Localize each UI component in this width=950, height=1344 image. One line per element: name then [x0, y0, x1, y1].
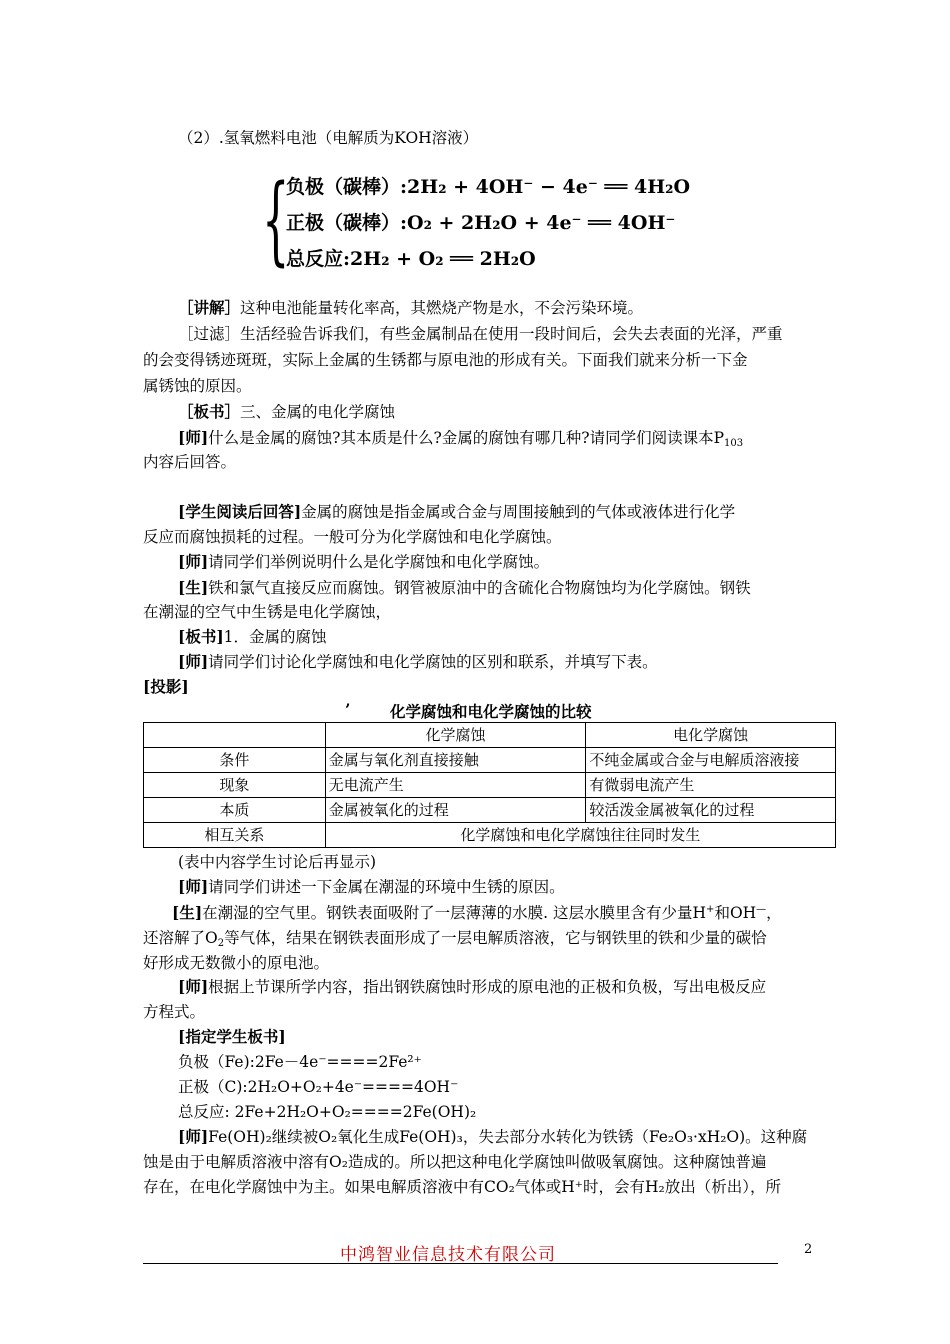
paragraph-student2-line2 [143, 928, 767, 948]
text-teacher1-1: 什么是金属的腐蚀?其本质是什么?金属的腐蚀有哪几种?请同学们阅读课本P [208, 429, 725, 447]
tag-board3: [指定学生板书] [178, 1027, 286, 1046]
fuel-cell-equations [262, 164, 702, 276]
text-student2-2b: 等气体，结果在钢铁表面形成了一层电解质溶液，它与钢铁里的铁和少量的碳恰 [224, 929, 767, 947]
table-title: 化学腐蚀和电化学腐蚀的比较 [390, 702, 592, 721]
paragraph-teacher6-line1 [178, 1127, 807, 1147]
tag-teacher2: [师] [178, 552, 209, 571]
paragraph-board3 [178, 1027, 286, 1047]
table-cell: 化学腐蚀和电化学腐蚀往往同时发生 [325, 823, 835, 848]
paragraph-teacher3 [178, 652, 658, 672]
table-header-row [144, 723, 836, 748]
paragraph-student2-line1 [172, 903, 782, 923]
text-student2-2a: 还溶解了O [143, 929, 218, 947]
footer-company-name: 中鸿智业信息技术有限公司 [340, 1245, 556, 1265]
sub-o2: 2 [217, 938, 225, 949]
tag-board1: ［板书］ [178, 402, 241, 421]
paragraph-teacher1-line1 [178, 428, 743, 448]
table-cell: 金属与氧化剂直接接触 [325, 748, 586, 773]
tag-student2: [生] [172, 903, 203, 922]
paragraph-explain [178, 298, 643, 318]
table-cell: 有微弱电流产生 [586, 773, 836, 798]
tag-teacher3: [师] [178, 652, 209, 671]
paragraph-teacher6-line3: 存在，在电化学腐蚀中为主。如果电解质溶液中有CO₂气体或H⁺时，会有H₂放出（析出），所 [143, 1178, 781, 1196]
paragraph-teacher2 [178, 552, 549, 572]
table-note: (表中内容学生讨论后再显示) [178, 853, 377, 871]
paragraph-teacher1-line2: 内容后回答。 [143, 453, 237, 471]
equation-negative-fe: 负极（Fe):2Fe－4e⁻====2Fe²⁺ [178, 1053, 422, 1071]
text-explain: 这种电池能量转化率高，其燃烧产物是水，不会污染环境。 [240, 299, 644, 317]
eq-total-body: 2H₂ + O₂ ══ 2H₂O [350, 248, 536, 270]
paragraph-teacher5-line2: 方程式。 [143, 1003, 206, 1021]
table-cell: 本质 [144, 798, 326, 823]
tag-projection: [投影] [143, 677, 189, 696]
paragraph-transition-line1 [178, 324, 783, 344]
paragraph-student1-line1 [178, 578, 751, 598]
total-reaction-equation [286, 246, 536, 272]
paragraph-teacher4 [178, 877, 565, 897]
text-transition-1: 生活经验告诉我们，有些金属制品在使用一段时间后，会失去表面的光泽，严重 [240, 325, 783, 343]
page-number: 2 [804, 1242, 813, 1257]
eq-pos-prefix: 正极（碳棒）: [286, 212, 408, 234]
brace-symbol: { [262, 164, 290, 276]
table-cell: 条件 [144, 748, 326, 773]
table-mark: ’ [345, 700, 351, 719]
eq-neg-body: 2H₂ + 4OH⁻ − 4e⁻ ══ 4H₂O [407, 176, 691, 198]
tag-student1: [生] [178, 578, 209, 597]
footer-divider [143, 1263, 778, 1264]
table-cell: 较活泼金属被氧化的过程 [586, 798, 836, 823]
paragraph-teacher5-line1 [178, 977, 766, 997]
text-student2-1a: 在潮湿的空气里。钢铁表面吸附了一层薄薄的水膜. 这层水膜里含有少量H [202, 904, 707, 922]
subscript-page: 103 [724, 438, 744, 449]
table-cell: 金属被氧化的过程 [325, 798, 586, 823]
paragraph-student-answer-line1 [178, 502, 735, 522]
text-student2-1b: 和OH [714, 904, 757, 922]
text-teacher5-1: 根据上节课所学内容，指出钢铁腐蚀时形成的原电池的正极和负极，写出电极反应 [208, 978, 767, 996]
paragraph-transition-line3: 属锈蚀的原因。 [143, 377, 252, 395]
positive-electrode-equation [286, 210, 675, 236]
equation-positive-c: 正极（C):2H₂O+O₂+4e⁻====4OH⁻ [178, 1078, 459, 1096]
text-board1: 三、金属的电化学腐蚀 [240, 403, 396, 421]
tag-board2: [板书] [178, 627, 224, 646]
text-student1-1: 铁和氯气直接反应而腐蚀。钢管被原油中的含硫化合物腐蚀均为化学腐蚀。钢铁 [208, 579, 751, 597]
text-student-answer-1: 金属的腐蚀是指金属或合金与周围接触到的气体或液体进行化学 [301, 503, 736, 521]
paragraph-teacher6-line2: 蚀是由于电解质溶液中溶有O₂造成的。所以把这种电化学腐蚀叫做吸氧腐蚀。这种腐蚀普遍 [143, 1153, 767, 1171]
table-header-cell [144, 723, 326, 748]
paragraph-student-answer-line2: 反应而腐蚀损耗的过程。一般可分为化学腐蚀和电化学腐蚀。 [143, 528, 562, 546]
paragraph-board1 [178, 402, 395, 422]
table-cell: 无电流产生 [325, 773, 586, 798]
paragraph-projection [143, 677, 189, 697]
text-teacher6-1: Fe(OH)₂继续被O₂氧化生成Fe(OH)₃，失去部分水转化为铁锈（Fe₂O₃·xH₂O)。这种腐 [208, 1128, 808, 1146]
section-heading: （2）.氢氧燃料电池（电解质为KOH溶液） [178, 129, 479, 147]
tag-teacher1: [师] [178, 428, 209, 447]
table-row [144, 748, 836, 773]
tag-transition: ［过滤］ [178, 325, 241, 343]
text-board2: 1．金属的腐蚀 [223, 628, 327, 646]
tag-teacher5: [师] [178, 977, 209, 996]
paragraph-student1-line2: 在潮湿的空气中生锈是电化学腐蚀， [143, 603, 392, 621]
text-teacher2: 请同学们举例说明什么是化学腐蚀和电化学腐蚀。 [208, 553, 550, 571]
paragraph-student2-line3: 好形成无数微小的原电池。 [143, 954, 330, 972]
table-row-relation [144, 823, 836, 848]
table-cell: 现象 [144, 773, 326, 798]
table-cell: 不纯金属或合金与电解质溶液接 [586, 748, 836, 773]
negative-electrode-equation [286, 174, 690, 200]
eq-pos-body: O₂ + 2H₂O + 4e⁻ ══ 4OH⁻ [407, 212, 676, 234]
paragraph-transition-line2: 的会变得锈迹斑斑，实际上金属的生锈都与原电池的形成有关。下面我们就来分析一下金 [143, 351, 748, 369]
eq-neg-prefix: 负极（碳棒）: [286, 176, 408, 198]
tag-explain: ［讲解］ [178, 298, 241, 317]
paragraph-board2 [178, 627, 327, 647]
tag-teacher4: [师] [178, 877, 209, 896]
table-header-cell: 电化学腐蚀 [586, 723, 836, 748]
table-cell: 相互关系 [144, 823, 326, 848]
table-row [144, 773, 836, 798]
text-teacher3: 请同学们讨论化学腐蚀和电化学腐蚀的区别和联系，并填写下表。 [208, 653, 658, 671]
table-header-cell: 化学腐蚀 [325, 723, 586, 748]
equation-total-fe: 总反应: 2Fe+2H₂O+O₂====2Fe(OH)₂ [178, 1103, 477, 1121]
eq-total-prefix: 总反应: [286, 248, 351, 270]
text-student2-1c: ， [766, 904, 782, 922]
text-teacher4: 请同学们讲述一下金属在潮湿的环境中生锈的原因。 [208, 878, 565, 896]
table-row [144, 798, 836, 823]
sup-hplus: + [706, 904, 715, 915]
comparison-table [143, 722, 836, 848]
sup-ohminus: — [756, 904, 767, 915]
tag-teacher6: [师] [178, 1127, 209, 1146]
tag-student-answer: [学生阅读后回答] [178, 502, 302, 521]
